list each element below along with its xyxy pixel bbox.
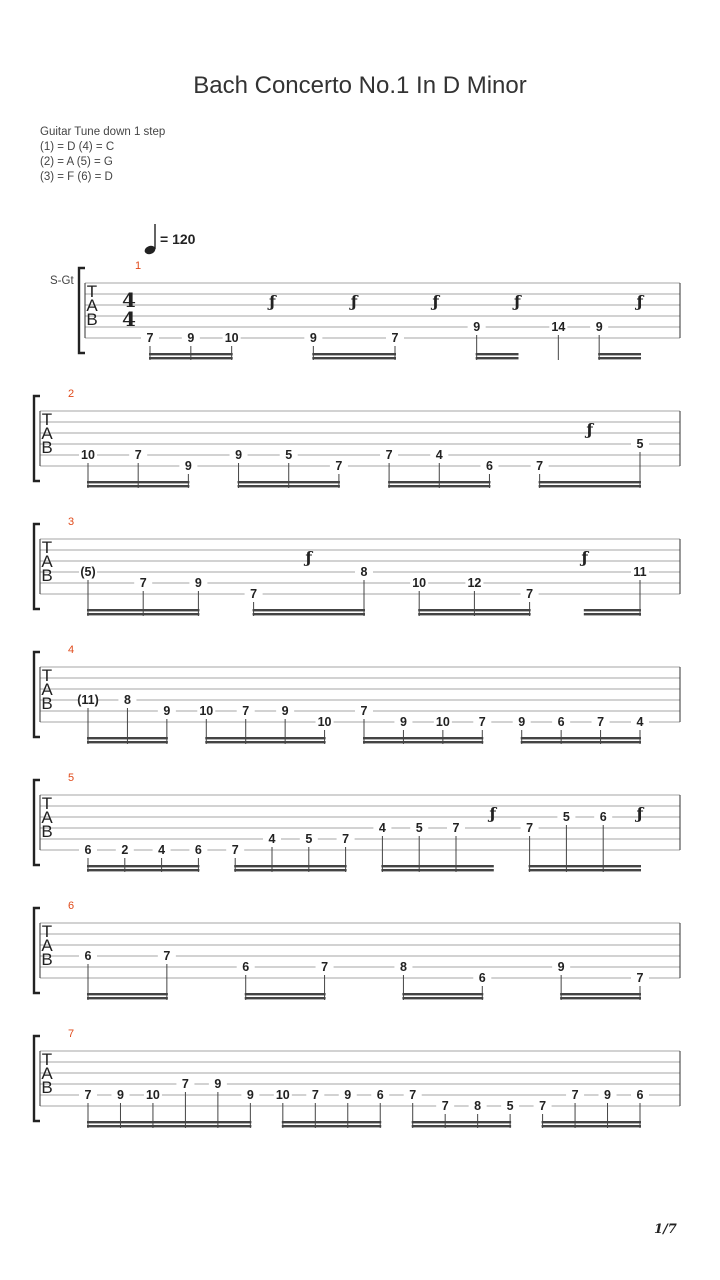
fret-number: 7 — [360, 704, 368, 718]
beam — [381, 869, 493, 871]
tab-letter: A — [41, 680, 53, 699]
tab-letter: A — [86, 296, 98, 315]
beam — [87, 741, 168, 743]
fret-number: 9 — [344, 1088, 352, 1102]
fret-number: 8 — [474, 1099, 482, 1113]
beam — [363, 741, 483, 743]
fret-number: 11 — [633, 565, 647, 579]
fret-number: 9 — [214, 1077, 222, 1091]
fret-number: 9 — [399, 715, 407, 729]
fret-number: 6 — [84, 843, 92, 857]
beam — [253, 613, 365, 615]
beam — [560, 997, 641, 999]
tab-system — [79, 260, 680, 360]
tab-letter: T — [41, 666, 53, 685]
beam — [87, 737, 168, 739]
tab-letter: B — [41, 566, 53, 585]
beam — [245, 993, 326, 995]
fret-number: 4 — [268, 832, 276, 846]
fret-number: 7 — [181, 1077, 189, 1091]
beam — [205, 737, 325, 739]
tab-letter: B — [41, 1078, 53, 1097]
fret-number: 7 — [385, 448, 393, 462]
tab-system — [34, 644, 680, 744]
fret-number: 4 — [636, 715, 644, 729]
fret-number: 7 — [242, 704, 250, 718]
fret-number: 9 — [518, 715, 526, 729]
rest-symbol: ƒ — [269, 292, 276, 311]
fret-number: 7 — [636, 971, 644, 985]
beam — [149, 353, 233, 355]
fret-number: 6 — [478, 971, 486, 985]
rest-symbol: ƒ — [514, 292, 521, 311]
fret-number: 9 — [163, 704, 171, 718]
fret-number: 7 — [250, 587, 258, 601]
rest-symbol: ƒ — [581, 548, 589, 567]
page-number: 1/7 — [654, 1222, 677, 1237]
tab-letter: T — [41, 794, 53, 813]
beam — [87, 1125, 251, 1127]
beam — [149, 357, 233, 359]
tab-letter: T — [41, 922, 53, 941]
beam — [363, 737, 483, 739]
rest-symbol: ƒ — [350, 292, 358, 311]
beam — [412, 1121, 511, 1123]
beam — [418, 613, 530, 615]
tab-letter: B — [41, 822, 53, 841]
fret-number: 9 — [473, 320, 481, 334]
rest-symbol: ƒ — [586, 420, 594, 439]
tuning-heading: Guitar Tune down 1 step — [40, 126, 166, 138]
fret-number: 10 — [275, 1088, 290, 1102]
fret-number: 2 — [121, 843, 129, 857]
beam — [87, 609, 199, 611]
beam — [87, 481, 189, 483]
fret-number: 4 — [158, 843, 166, 857]
tab-letter: B — [41, 950, 53, 969]
beam — [312, 353, 396, 355]
fret-number: 5 — [506, 1099, 514, 1113]
measure-number: 5 — [68, 772, 75, 784]
beam — [542, 1121, 641, 1123]
tab-letter: T — [41, 410, 53, 429]
system-bracket — [34, 780, 40, 865]
fret-number: 8 — [360, 565, 368, 579]
fret-number: 9 — [194, 576, 202, 590]
beam — [234, 865, 346, 867]
beam — [529, 869, 641, 871]
rest-symbol: ƒ — [636, 292, 644, 311]
fret-number: 5 — [562, 810, 570, 824]
fret-number: 4 — [435, 448, 443, 462]
fret-number: 7 — [409, 1088, 417, 1102]
fret-number: 9 — [557, 960, 565, 974]
tab-system — [34, 1028, 680, 1128]
instrument-label: S-Gt — [50, 275, 74, 287]
system-bracket — [34, 524, 40, 609]
tuning-line: (3) = F (6) = D — [40, 171, 113, 183]
fret-number: 5 — [285, 448, 293, 462]
beam — [402, 993, 483, 995]
fret-number: 7 — [139, 576, 147, 590]
system-bracket — [34, 908, 40, 993]
fret-number: 9 — [604, 1088, 612, 1102]
beam — [205, 741, 325, 743]
fret-number: (11) — [77, 693, 99, 707]
fret-number: 7 — [441, 1099, 449, 1113]
measure-number: 3 — [68, 516, 75, 528]
beam — [282, 1121, 381, 1123]
beam — [412, 1125, 511, 1127]
tab-letter: A — [41, 552, 53, 571]
score-title: Bach Concerto No.1 In D Minor — [193, 72, 527, 99]
fret-number: 7 — [452, 821, 460, 835]
beam — [560, 993, 641, 995]
tab-letter: T — [41, 538, 53, 557]
fret-number: 6 — [485, 459, 493, 473]
measure-number: 4 — [68, 644, 75, 656]
beam — [388, 481, 490, 483]
fret-number: 10 — [81, 448, 95, 462]
time-signature-top: 4 — [122, 288, 136, 312]
tab-letter: B — [41, 438, 53, 457]
fret-number: 7 — [335, 459, 343, 473]
beam — [598, 353, 641, 355]
measure-number: 1 — [135, 260, 142, 272]
fret-number: 14 — [551, 320, 566, 334]
fret-number: 10 — [412, 576, 427, 590]
tab-letter: A — [41, 808, 53, 827]
fret-number: 7 — [526, 821, 534, 835]
beam — [476, 357, 519, 359]
fret-number: 10 — [199, 704, 214, 718]
beam — [87, 865, 199, 867]
fret-number: 7 — [146, 331, 154, 345]
beam — [539, 481, 641, 483]
beam — [521, 737, 641, 739]
fret-number: 6 — [599, 810, 607, 824]
fret-number: 6 — [194, 843, 202, 857]
fret-number: 6 — [376, 1088, 384, 1102]
beam — [418, 609, 530, 611]
beam — [584, 613, 641, 615]
beam — [87, 613, 199, 615]
fret-number: 7 — [539, 1099, 547, 1113]
fret-number: 9 — [184, 459, 192, 473]
fret-number: 5 — [415, 821, 423, 835]
beam — [402, 997, 483, 999]
beam — [282, 1125, 381, 1127]
rest-symbol: ƒ — [432, 292, 440, 311]
beam — [238, 481, 340, 483]
tab-letter: T — [41, 1050, 53, 1069]
fret-number: 8 — [123, 693, 131, 707]
rest-symbol: ƒ — [489, 804, 497, 823]
measure-number: 6 — [68, 900, 75, 912]
rest-symbol: ƒ — [305, 548, 313, 567]
tab-letter: B — [86, 310, 98, 329]
fret-number: 6 — [557, 715, 565, 729]
tuning-line: (1) = D (4) = C — [40, 141, 115, 153]
system-bracket — [34, 1036, 40, 1121]
fret-number: 6 — [636, 1088, 644, 1102]
fret-number: 7 — [536, 459, 544, 473]
fret-number: 9 — [116, 1088, 124, 1102]
fret-number: 7 — [478, 715, 486, 729]
fret-number: 7 — [311, 1088, 319, 1102]
tab-letter: B — [41, 694, 53, 713]
beam — [234, 869, 346, 871]
beam — [87, 993, 168, 995]
fret-number: 9 — [309, 331, 317, 345]
fret-number: 6 — [84, 949, 92, 963]
fret-number: 4 — [378, 821, 386, 835]
fret-number: 9 — [281, 704, 289, 718]
tab-system — [34, 772, 680, 872]
tab-letter: T — [86, 282, 98, 301]
measure-number: 2 — [68, 388, 75, 400]
measure-number: 7 — [68, 1028, 75, 1040]
fret-number: 10 — [145, 1088, 160, 1102]
beam — [87, 485, 189, 487]
tuning-line: (2) = A (5) = G — [40, 156, 113, 168]
beam — [381, 865, 493, 867]
beam — [584, 609, 641, 611]
fret-number: 7 — [134, 448, 142, 462]
beam — [238, 485, 340, 487]
tab-system — [34, 900, 680, 1000]
rest-symbol: ƒ — [636, 804, 644, 823]
beam — [539, 485, 641, 487]
fret-number: 7 — [321, 960, 329, 974]
fret-number: 9 — [246, 1088, 254, 1102]
fret-number: 7 — [571, 1088, 579, 1102]
fret-number: 10 — [224, 331, 239, 345]
fret-number: 5 — [305, 832, 313, 846]
fret-number: 7 — [526, 587, 534, 601]
tab-letter: A — [41, 936, 53, 955]
beam — [598, 357, 641, 359]
beam — [87, 869, 199, 871]
fret-number: 9 — [595, 320, 603, 334]
fret-number: 7 — [391, 331, 399, 345]
fret-number: (5) — [80, 565, 96, 579]
fret-number: 7 — [163, 949, 171, 963]
fret-number: 6 — [242, 960, 250, 974]
fret-number: 12 — [467, 576, 482, 590]
fret-number: 7 — [342, 832, 350, 846]
beam — [542, 1125, 641, 1127]
beam — [529, 865, 641, 867]
tempo-value: = 120 — [160, 231, 196, 247]
fret-number: 10 — [435, 715, 450, 729]
beam — [388, 485, 490, 487]
fret-number: 9 — [187, 331, 195, 345]
system-bracket — [34, 652, 40, 737]
tab-letter: A — [41, 424, 53, 443]
fret-number: 8 — [399, 960, 407, 974]
beam — [253, 609, 365, 611]
system-bracket — [34, 396, 40, 481]
fret-number: 7 — [84, 1088, 92, 1102]
system-bracket — [79, 268, 85, 353]
tab-letter: A — [41, 1064, 53, 1083]
beam — [87, 997, 168, 999]
fret-number: 7 — [597, 715, 605, 729]
fret-number: 5 — [636, 437, 644, 451]
beam — [312, 357, 396, 359]
beam — [476, 353, 519, 355]
fret-number: 10 — [317, 715, 332, 729]
tab-system — [34, 388, 680, 488]
fret-number: 7 — [231, 843, 239, 857]
beam — [245, 997, 326, 999]
fret-number: 9 — [235, 448, 243, 462]
time-signature-bottom: 4 — [122, 307, 136, 331]
tab-system — [34, 516, 680, 616]
beam — [521, 741, 641, 743]
beam — [87, 1121, 251, 1123]
